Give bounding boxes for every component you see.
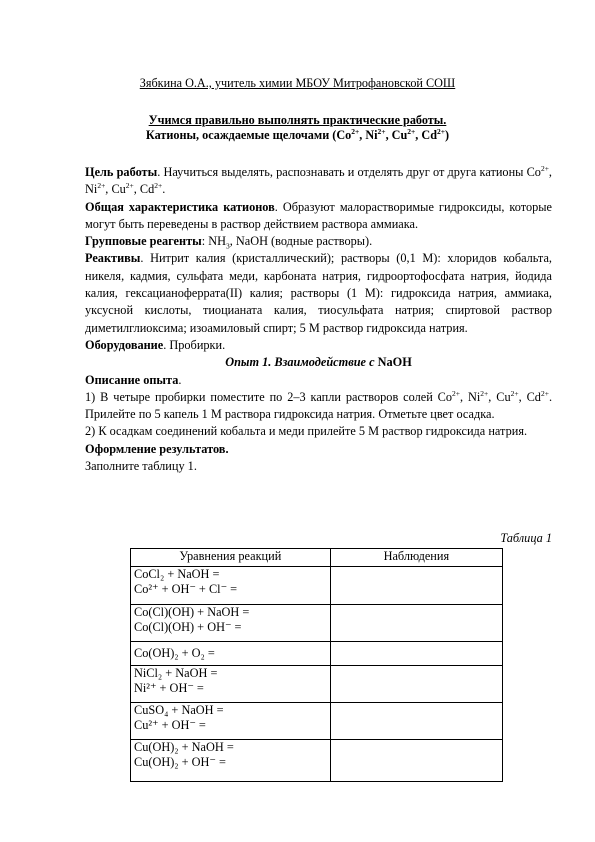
reagents-paragraph: Реактивы. Нитрит калия (кристаллический); растворы (0,1 М): хлоридов кобальта, никеля, кадмия, сульфата меди, карбоната натрия, гидроортофосфата натрия, йодида калия, гексацианоферрата(II) калия; растворы (1 М): гидроксида натрия, аммиака, уксусной кислоты, тиоцианата калия, тиосульфата натрия; спиртовой раствор диметилглиоксима; изоамиловый спирт; 5 М раствор гидроксида натрия. xyxy=(85,251,552,335)
equipment-paragraph: Оборудование. Пробирки. xyxy=(85,337,226,352)
goal-paragraph: Цель работы. Научиться выделять, распознавать и отделять друг от друга катионы $Co^{2+}$, $Ni^{2+}$, $Cu^{2+}$, $Cd^{2+}$. xyxy=(85,163,552,197)
equation-cell: Co(OH)₂ + O₂ = xyxy=(131,642,331,666)
table-row xyxy=(131,740,503,782)
table-row xyxy=(131,666,503,703)
group-reagents-paragraph: Групповые реагенты: $NH_3$, NaOH (водные растворы). xyxy=(85,234,373,251)
observation-cell[interactable] xyxy=(330,642,502,666)
table-header-row xyxy=(131,549,503,567)
observation-cell[interactable] xyxy=(330,740,502,782)
equation-cell: CuSO₄ + NaOH = Cu²⁺ + OH⁻ = xyxy=(131,703,331,740)
table-caption: Таблица 1 xyxy=(500,531,552,545)
observation-cell[interactable] xyxy=(330,567,502,605)
results-heading: Оформление результатов. xyxy=(85,441,229,456)
results-table xyxy=(130,548,503,782)
table-row xyxy=(131,605,503,642)
equation-cell: Co(Cl)(OH) + NaOH = Co(Cl)(OH) + OH⁻ = xyxy=(131,605,331,642)
results-instruction: Заполните таблицу 1. xyxy=(85,459,197,474)
header-observations: Наблюдения xyxy=(330,549,502,567)
header-equations: Уравнения реакций xyxy=(131,549,331,567)
document-body xyxy=(85,164,552,475)
equation-cell: Cu(OH)₂ + NaOH = Cu(OH)₂ + OH⁻ = xyxy=(131,740,331,782)
observation-cell[interactable] xyxy=(330,666,502,703)
equation-cell: NiCl₂ + NaOH = Ni²⁺ + OH⁻ = xyxy=(131,666,331,703)
table-row xyxy=(131,642,503,666)
equation-cell: CoCl₂ + NaOH = Co²⁺ + OH⁻ + Cl⁻ = xyxy=(131,567,331,605)
observation-cell[interactable] xyxy=(330,703,502,740)
characteristic-paragraph: Общая характеристика катионов. Образуют малорастворимые гидроксиды, которые могут быть переведены в раствор действием раствора аммиака. xyxy=(85,199,552,231)
table-row xyxy=(131,567,503,605)
author-line: Зябкина О.А., учитель химии МБОУ Митрофановской СОШ xyxy=(139,76,456,90)
experiment-title: Опыт 1. Взаимодействие с NaOH xyxy=(225,355,412,370)
step-1: 1) В четыре пробирки поместите по 2–3 капли растворов солей $Co^{2+}$, $Ni^{2+}$, $Cu^{2+}$, $Cd^{2+}$. Прилейте по 5 капель 1 М раствора гидроксида натрия. Отметьте цвет осадка. xyxy=(85,388,553,422)
step-2: 2) К осадкам соединений кобальта и меди прилейте 5 М раствор гидроксида натрия. xyxy=(85,424,528,439)
observation-cell[interactable] xyxy=(330,605,502,642)
table-row xyxy=(131,703,503,740)
title-line-1: Учимся правильно выполнять практические работы. xyxy=(148,113,447,127)
description-heading: Описание опыта. xyxy=(85,372,182,387)
title-line-2: Катионы, осаждаемые щелочами ($Co^{2+}$, $Ni^{2+}$, $Cu^{2+}$, $Cd^{2+}$) xyxy=(145,126,450,142)
